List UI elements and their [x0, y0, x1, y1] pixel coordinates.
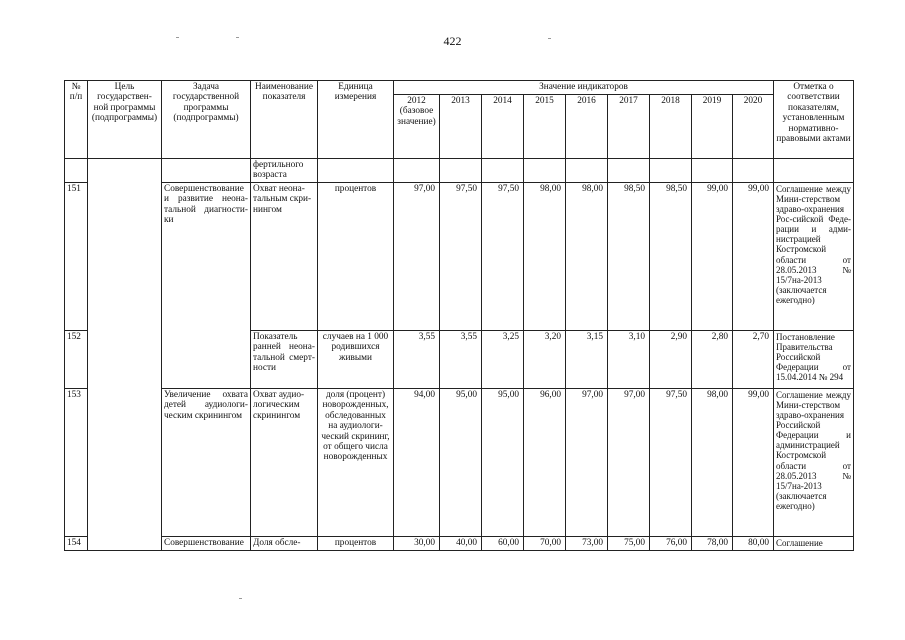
cell-num — [65, 159, 88, 183]
cell-value: 98,00 — [566, 183, 608, 331]
header-year: 2020 — [733, 95, 774, 159]
header-year: 2018 — [650, 95, 692, 159]
cell-value: 3,20 — [524, 331, 566, 389]
cell-task: Увеличение охвата детей аудиологи-ческим скринингом — [162, 389, 251, 537]
cell-value: 99,00 — [733, 183, 774, 331]
cell-mark: Постановление Правительства Российской Федерации от 15.04.2014 № 294 — [774, 331, 854, 389]
cell-value: 2,70 — [733, 331, 774, 389]
cell-indicator: фертильного возраста — [251, 159, 318, 183]
cell-value: 98,00 — [524, 183, 566, 331]
cell-indicator: Охват неона-тальным скри-нингом — [251, 183, 318, 331]
cell-mark — [774, 159, 854, 183]
cell-value: 99,00 — [692, 183, 733, 331]
cell-value: 3,25 — [482, 331, 524, 389]
cell-unit: процентов — [318, 183, 394, 331]
cell-value: 99,00 — [733, 389, 774, 537]
cell-value: 40,00 — [440, 537, 482, 551]
cell-task — [162, 159, 251, 183]
cell-num: 154 — [65, 537, 88, 551]
cell-value: 3,15 — [566, 331, 608, 389]
header-task: Задача государственной программы (подпрограммы) — [162, 81, 251, 159]
cell-unit — [318, 159, 394, 183]
scan-speck — [239, 598, 242, 599]
cell-num: 152 — [65, 331, 88, 389]
cell-unit: случаев на 1 000 родившихся живыми — [318, 331, 394, 389]
header-year: 2012 (базовое значение) — [394, 95, 440, 159]
cell-value: 78,00 — [692, 537, 733, 551]
header-goal: Цель государствен-ной программы (подпрограммы) — [88, 81, 162, 159]
cell-value: 98,00 — [692, 389, 733, 537]
cell-value: 3,55 — [394, 331, 440, 389]
header-year: 2014 — [482, 95, 524, 159]
cell-mark: Соглашение — [774, 537, 854, 551]
scan-speck — [548, 38, 551, 39]
cell-indicator: Показатель ранней неона-тальной смерт-ности — [251, 331, 318, 389]
cell-value: 97,00 — [394, 183, 440, 331]
cell-unit: доля (процент) новорожденных, обследованных на аудиологи-ческий скрининг, от общего числа новорожденных — [318, 389, 394, 537]
header-year: 2017 — [608, 95, 650, 159]
cell-value: 80,00 — [733, 537, 774, 551]
cell-value: 98,50 — [608, 183, 650, 331]
header-num: № п/п — [65, 81, 88, 159]
cell-value: 97,00 — [608, 389, 650, 537]
header-values-group: Значение индикаторов — [394, 81, 774, 95]
cell-mark: Соглашение между Мини-стерством здраво-охранения Рос-сийской Феде-рации и адми-нистрацией Костромской области от 28.05.2013 № 15/7на-2013 (заключается ежегодно) — [774, 183, 854, 331]
cell-value: 97,00 — [566, 389, 608, 537]
cell-value: 3,10 — [608, 331, 650, 389]
cell-value: 75,00 — [608, 537, 650, 551]
cell-goal — [88, 159, 162, 551]
indicators-table — [64, 80, 854, 551]
cell-unit: процентов — [318, 537, 394, 551]
scan-speck — [236, 37, 239, 38]
cell-num: 151 — [65, 183, 88, 331]
cell-indicator: Доля обсле- — [251, 537, 318, 551]
table-row — [65, 183, 854, 331]
cell-value: 97,50 — [440, 183, 482, 331]
cell-value: 60,00 — [482, 537, 524, 551]
cell-value: 73,00 — [566, 537, 608, 551]
cell-task: Совершенствование и развитие неона-тальной диагности-ки — [162, 183, 251, 389]
cell-value: 97,50 — [482, 183, 524, 331]
cell-mark: Соглашение между Мини-стерством здраво-охранения Российской Федерации и администрацией Костромской области от 28.05.2013 № 15/7на-2013 (заключается ежегодно) — [774, 389, 854, 537]
cell-value: 30,00 — [394, 537, 440, 551]
header-year: 2013 — [440, 95, 482, 159]
cell-value: 94,00 — [394, 389, 440, 537]
cell-value: 97,50 — [650, 389, 692, 537]
cell-value: 95,00 — [482, 389, 524, 537]
cell-value: 76,00 — [650, 537, 692, 551]
cell-value: 96,00 — [524, 389, 566, 537]
table-row — [65, 389, 854, 537]
cell-num: 153 — [65, 389, 88, 537]
cell-value: 95,00 — [440, 389, 482, 537]
cell-value: 70,00 — [524, 537, 566, 551]
cell-value: 2,80 — [692, 331, 733, 389]
page-number: 422 — [443, 34, 462, 48]
cell-value: 3,55 — [440, 331, 482, 389]
table-row — [65, 159, 854, 183]
header-unit: Единица измерения — [318, 81, 394, 159]
header-year: 2016 — [566, 95, 608, 159]
cell-task: Совершенствование — [162, 537, 251, 551]
header-year: 2015 — [524, 95, 566, 159]
table-row — [65, 537, 854, 551]
cell-value: 2,90 — [650, 331, 692, 389]
header-mark: Отметка о соответствии показателям, установленным нормативно-правовыми актами — [774, 81, 854, 159]
scan-speck — [176, 37, 179, 38]
cell-value: 98,50 — [650, 183, 692, 331]
cell-indicator: Охват аудио-логическим скринингом — [251, 389, 318, 537]
header-indicator: Наименование показателя — [251, 81, 318, 159]
header-year: 2019 — [692, 95, 733, 159]
